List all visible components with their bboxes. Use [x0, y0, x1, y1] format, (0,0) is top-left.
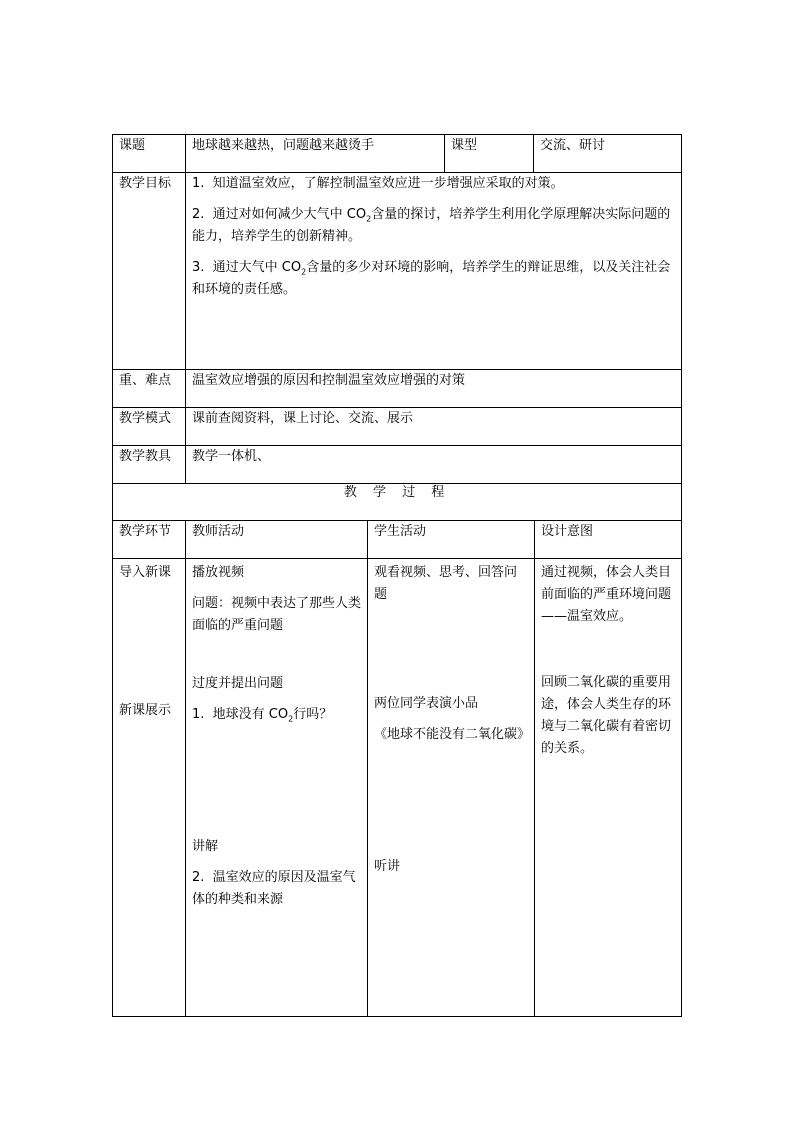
teacher-header: 教师活动: [186, 520, 368, 558]
question-number: 1.: [192, 706, 205, 722]
topic-label: 课题: [113, 135, 186, 173]
teaching-mode-row: [113, 408, 682, 446]
topic-row: [113, 135, 682, 173]
student-activity: 《地球不能没有二氧化碳》: [374, 726, 531, 742]
student-activity: 观看视频、思考、回答问题: [374, 564, 518, 602]
process-header-row: [113, 520, 682, 558]
design-intent: 回顾二氧化碳的重要用途，体会人类生存的环境与二氧化碳有着密切的关系。: [541, 674, 672, 756]
lesson-plan-table: [112, 134, 682, 484]
lesson-type-label: 课型: [445, 135, 534, 173]
lesson-type-value: 交流、研讨: [534, 135, 682, 173]
student-header: 学生活动: [368, 520, 535, 558]
student-activity: 两位同学表演小品: [374, 695, 479, 711]
teacher-question: [192, 867, 361, 911]
teacher-question: [192, 704, 361, 726]
question-text: 地球没有 CO: [212, 706, 289, 722]
objectives-label: 教学目标: [113, 173, 186, 370]
key-points-value: 温室效应增强的原因和控制温室效应增强的对策: [186, 370, 682, 408]
stage-intro: 导入新课: [119, 564, 172, 580]
objective-item: [192, 173, 675, 195]
student-activity-cell: [368, 558, 535, 1016]
question-text: 行吗？: [293, 706, 333, 722]
objective-text: 含量的多少对环境的影响，培养学生的辩证思维，以及关注社会和环境的责任感。: [192, 260, 671, 297]
objective-text: 含量的探讨，培养学生利用化学原理解决实际问题的能力，培养学生的创新精神。: [192, 207, 671, 244]
objective-item: [192, 257, 675, 301]
objective-number: 2.: [192, 207, 205, 222]
stage-header: 教学环节: [113, 520, 186, 558]
question-number: 2.: [192, 869, 205, 885]
teaching-tools-label: 教学教具: [113, 446, 186, 484]
question-text: 温室效应的原因及温室气体的种类和来源: [192, 869, 356, 907]
teaching-mode-label: 教学模式: [113, 408, 186, 446]
teacher-activity: 讲解: [192, 838, 219, 854]
topic-value: 地球越来越热，问题越来越烫手: [186, 135, 445, 173]
subscript: 2: [301, 267, 307, 277]
objective-number: 3.: [192, 260, 205, 275]
objective-text: 通过对如何减少大气中 CO: [212, 207, 367, 222]
teacher-activity: 播放视频: [192, 564, 245, 580]
student-activity: 听讲: [374, 858, 401, 874]
stage-new-lesson: 新课展示: [119, 702, 172, 718]
key-points-row: [113, 370, 682, 408]
objective-number: 1.: [192, 176, 205, 191]
teaching-tools-value: 教学一体机、: [186, 446, 682, 484]
teacher-activity: 问题：视频中表达了那些人类面临的严重问题: [192, 595, 362, 633]
stage-cell: [113, 558, 186, 1016]
subscript: 2: [288, 714, 294, 724]
process-title-row: [113, 482, 682, 520]
process-body-row: [113, 558, 682, 1016]
objectives-content: [186, 173, 682, 370]
process-title: 教 学 过 程: [113, 482, 682, 520]
subscript: 2: [366, 214, 372, 224]
teaching-mode-value: 课前查阅资料，课上讨论、交流、展示: [186, 408, 682, 446]
objective-item: [192, 204, 675, 248]
design-intent-cell: [535, 558, 682, 1016]
teaching-tools-row: [113, 446, 682, 484]
process-table: [112, 482, 682, 1017]
objectives-row: [113, 173, 682, 370]
intent-header: 设计意图: [535, 520, 682, 558]
design-intent: 通过视频，体会人类目前面临的严重环境问题——温室效应。: [541, 564, 672, 624]
teacher-activity: 过度并提出问题: [192, 675, 284, 691]
teacher-activity-cell: [186, 558, 368, 1016]
objective-text: 知道温室效应，了解控制温室效应进一步增强应采取的对策。: [212, 176, 564, 191]
key-points-label: 重、难点: [113, 370, 186, 408]
objective-text: 通过大气中 CO: [212, 260, 302, 275]
